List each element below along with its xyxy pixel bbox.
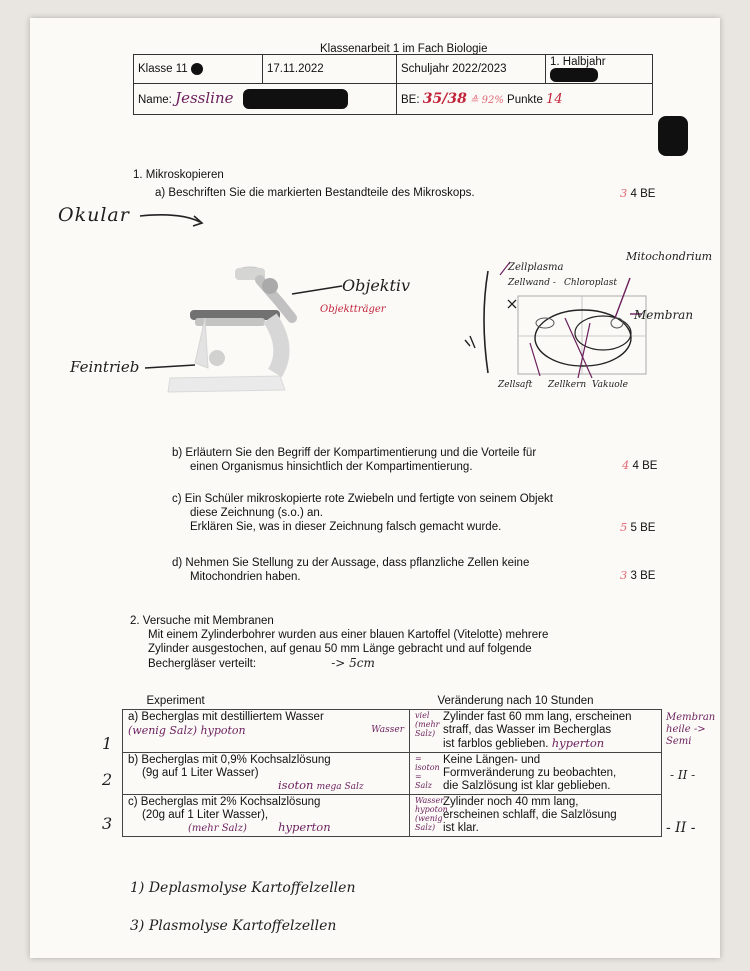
task2-intro <box>130 614 650 671</box>
footer-note-1: 1) Deplasmolyse Kartoffelzellen <box>130 880 356 896</box>
footer-note-3: 3) Plasmolyse Kartoffelzellen <box>130 918 337 934</box>
label-objekttraeger: Objektträger <box>320 304 386 315</box>
exp-cell <box>123 795 410 837</box>
task1c-score: 5 <box>620 520 628 534</box>
exp-cell <box>123 710 410 753</box>
label-okular: Okular <box>58 204 130 226</box>
task1d-line1: d) Nehmen Sie Stellung zu der Aussage, dass pflanzliche Zellen keine <box>172 557 530 569</box>
change-note: hyperton <box>551 736 605 750</box>
change-cell <box>410 753 662 795</box>
task1d-be: 3 BE <box>630 570 656 582</box>
row-number: 3 <box>102 814 113 833</box>
exp-note2: mega Salz <box>316 782 364 792</box>
exam-sheet <box>30 18 720 958</box>
table-row <box>123 753 662 795</box>
task2-intro-line3-text: Bechergläser verteilt: <box>148 658 257 670</box>
label-feintrieb: Feintrieb <box>70 358 140 376</box>
task1d-line2: Mitochondrien haben. <box>190 571 301 583</box>
task1b-points <box>622 458 657 472</box>
exam-title: Klassenarbeit 1 im Fach Biologie <box>320 43 488 55</box>
mid-note: viel (mehr Salz) <box>415 711 440 738</box>
change-cell <box>410 710 662 753</box>
task2-intro-line2: Zylinder ausgestochen, auf genau 50 mm Länge gebracht und auf folgende <box>148 643 532 655</box>
task1b-score: 4 <box>622 458 630 472</box>
exp-note: (mehr Salz) <box>188 823 247 834</box>
name-label: Name: <box>138 93 172 106</box>
mid-note: Wasser hypoton (wenig Salz) <box>415 796 448 832</box>
punkte-label: Punkte <box>507 94 543 106</box>
change-line2: Formveränderung zu beobachten, <box>443 767 617 779</box>
change-line3: ist klar. <box>443 822 479 834</box>
task1c-line1: c) Ein Schüler mikroskopierte rote Zwiebeln und fertigte von seinem Objekt <box>172 493 553 505</box>
label-objektiv: Objektiv <box>342 276 411 295</box>
task1b-line2: einen Organismus hinsichtlich der Kompartimentierung. <box>190 461 473 473</box>
exp-note2: hyperton <box>278 820 331 834</box>
task1d-points <box>620 568 655 582</box>
student-name: Jessline <box>175 88 234 107</box>
table-row <box>123 710 662 753</box>
mid-note: = isoton = Salz <box>415 754 440 790</box>
col-experiment-header: Experiment <box>123 694 410 710</box>
change-line3: die Salzlösung ist klar geblieben. <box>443 780 611 792</box>
task1a-text: a) Beschriften Sie die markierten Bestandteile des Mikroskops. <box>155 187 475 199</box>
task2-heading: 2. Versuche mit Membranen <box>130 615 274 627</box>
exp-line2: (20g auf 1 Liter Wasser), <box>142 809 269 821</box>
label-membran: Membran <box>634 308 694 322</box>
label-zellsaft: Zellsaft <box>498 380 533 390</box>
exp-line2: (9g auf 1 Liter Wasser) <box>142 767 259 779</box>
school-year: Schuljahr 2022/2023 <box>401 63 507 75</box>
label-zellwand: Zellwand - <box>508 278 556 288</box>
task1b-line1: b) Erläutern Sie den Begriff der Kompartimentierung und die Vorteile für <box>172 447 537 459</box>
percent-score: ≙ 92% <box>470 95 504 106</box>
experiment-table <box>122 694 662 837</box>
row-number: 1 <box>102 734 113 753</box>
task1c-text <box>172 492 553 534</box>
task1c-be: 5 BE <box>630 522 656 534</box>
col-change-header: Veränderung nach 10 Stunden <box>410 694 662 710</box>
change-line1: Zylinder noch 40 mm lang, <box>443 796 579 808</box>
side-note: - II - <box>666 820 696 836</box>
task2-intro-line1: Mit einem Zylinderbohrer wurden aus einer blauen Kartoffel (Vitelotte) mehrere <box>148 629 549 641</box>
exp-note2: Wasser <box>371 725 404 735</box>
change-line2: erscheinen schlaff, die Salzlösung <box>443 809 617 821</box>
row-number: 2 <box>102 770 113 789</box>
exam-date: 17.11.2022 <box>267 63 324 75</box>
half-year: 1. Halbjahr <box>550 56 606 68</box>
label-zellkern: Zellkern <box>548 380 587 390</box>
task1c-points <box>620 520 655 534</box>
label-zellplasma: Zellplasma <box>508 262 564 273</box>
task2-intro-note: -> 5cm <box>331 656 375 670</box>
exp-line1: a) Becherglas mit destilliertem Wasser <box>128 711 324 723</box>
task1a-score: 3 <box>620 186 628 200</box>
be-label: BE: <box>401 94 420 106</box>
task1d-text <box>172 556 529 584</box>
label-mitochondrium: Mitochondrium <box>626 250 713 263</box>
klasse-label: Klasse 11 <box>138 63 188 76</box>
change-line1: Zylinder fast 60 mm lang, erscheinen <box>443 711 632 723</box>
task2-intro-line3 <box>130 656 650 671</box>
task1a-be: 4 BE <box>630 188 656 200</box>
label-vakuole: Vakuole <box>592 380 628 390</box>
be-score: 35/38 <box>422 91 467 107</box>
task1b-be: 4 BE <box>632 460 658 472</box>
exp-cell <box>123 753 410 795</box>
task1b-text <box>172 446 536 474</box>
side-note: - II - <box>670 768 696 782</box>
task1c-line2: diese Zeichnung (s.o.) an. <box>190 507 323 519</box>
label-chloroplast: Chloroplast <box>564 278 617 288</box>
punkte-score: 14 <box>546 92 563 107</box>
exp-line1: c) Becherglas mit 2% Kochsalzlösung <box>128 796 321 808</box>
change-line1: Keine Längen- und <box>443 754 541 766</box>
task1d-score: 3 <box>620 568 628 582</box>
exp-note: (wenig Salz) hypoton <box>128 724 246 737</box>
table-row <box>123 795 662 837</box>
exp-line1: b) Becherglas mit 0,9% Kochsalzlösung <box>128 754 331 766</box>
task1c-line3: Erklären Sie, was in dieser Zeichnung falsch gemacht wurde. <box>190 521 502 533</box>
change-cell <box>410 795 662 837</box>
change-line3: ist farblos geblieben. <box>443 738 549 750</box>
exp-note: isoton <box>278 778 314 792</box>
side-note: Membran heile -> Semi <box>666 712 716 747</box>
task1-heading: 1. Mikroskopieren <box>133 169 224 181</box>
change-line2: straff, das Wasser im Becherglas <box>443 724 612 736</box>
